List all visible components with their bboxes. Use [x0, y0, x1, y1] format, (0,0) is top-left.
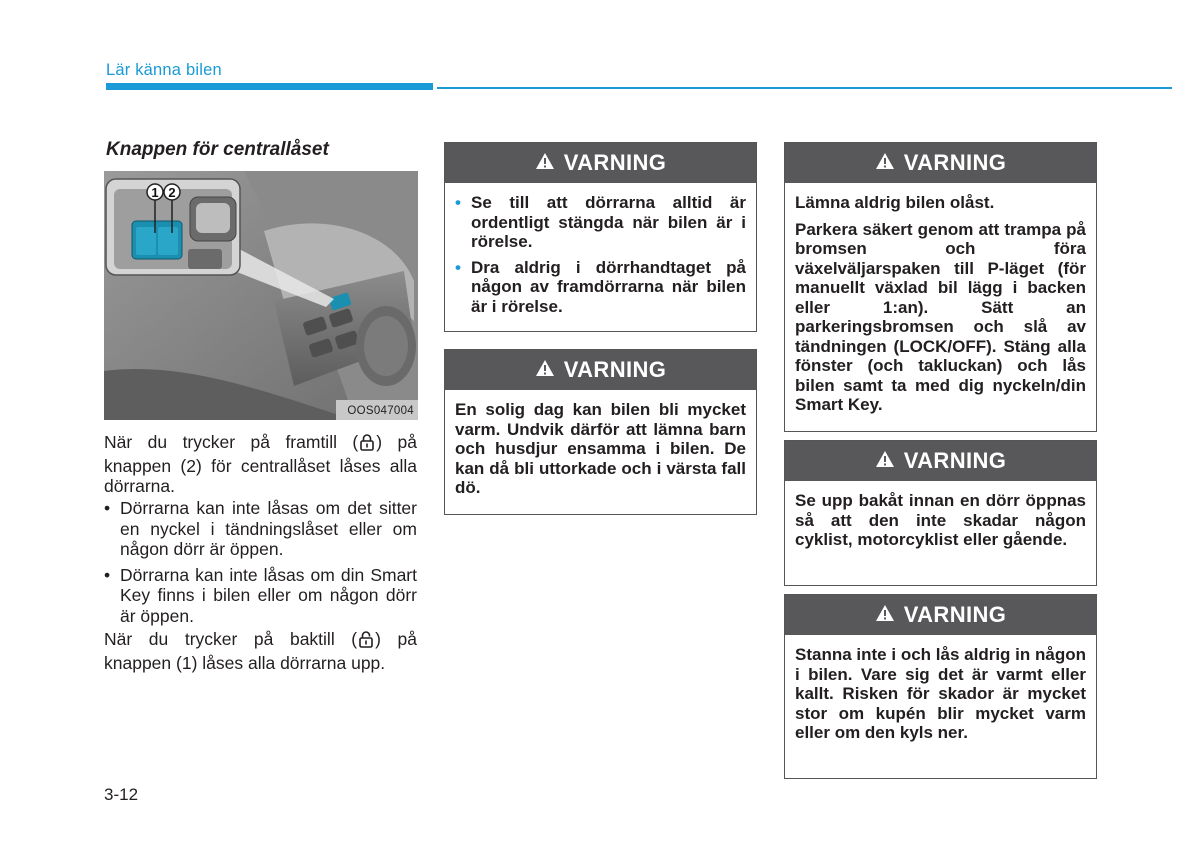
- warning-triangle-icon: [535, 357, 555, 383]
- warning-label: VARNING: [903, 150, 1007, 175]
- door-panel-drawing: [104, 171, 418, 420]
- warning-label: VARNING: [903, 602, 1007, 627]
- warning-box-hot-car: [444, 349, 757, 515]
- body-paragraph-unlock: [104, 629, 417, 673]
- header-rule: [437, 87, 1172, 89]
- warning-label: VARNING: [563, 357, 667, 382]
- list-item: • Dörrarna kan inte låsas om din Smart Key finns i bilen eller om någon dörr är öppen.: [104, 564, 417, 626]
- bullet-text: Dörrarna kan inte låsas om det sitter en nyckel i tändningslåset eller om någon dörr är öppen.: [120, 498, 417, 559]
- lock-open-icon: [359, 630, 373, 653]
- warning-label: VARNING: [903, 448, 1007, 473]
- warning-text: Se upp bakåt innan en dörr öppnas så att den inte skadar någon cyklist, motorcyklist eller gående.: [795, 491, 1086, 549]
- warning-box-doors-closed: [444, 142, 757, 332]
- warning-label: VARNING: [563, 150, 667, 175]
- warning-item-text: Se till att dörrarna alltid är ordentligt stängda när bilen är i rörelse.: [471, 193, 746, 251]
- bullet-text: Dörrarna kan inte låsas om din Smart Key finns i bilen eller om någon dörr är öppen.: [120, 564, 417, 626]
- lock-closed-icon: [360, 433, 374, 456]
- warning-triangle-icon: [875, 602, 895, 628]
- door-panel-illustration: [104, 171, 418, 420]
- callout-1: 1: [151, 185, 159, 200]
- warning-header: [445, 350, 756, 390]
- warning-header: [445, 143, 756, 183]
- warning-header: [785, 441, 1096, 481]
- warning-body: [785, 481, 1096, 565]
- p1-text-after: ) på knappen (2) för centrallåset låses alla dörrarna.: [104, 432, 417, 496]
- warning-triangle-icon: [875, 150, 895, 176]
- section-title: Knappen för centrallåset: [106, 139, 329, 160]
- warning-text: Stanna inte i och lås aldrig in någon i bilen. Vare sig det är varmt eller kallt. Risken för skador är mycket stor om kupén blir mycket varm eller om den kyls ner.: [795, 645, 1086, 742]
- page-number: 3-12: [104, 785, 139, 804]
- warning-box-dont-lock-in: [784, 594, 1097, 779]
- body-paragraph-lock: [104, 432, 417, 497]
- warning-triangle-icon: [535, 150, 555, 176]
- list-item: • Dra aldrig i dörrhandtaget på någon av framdörrarna när bilen är i rörelse.: [455, 257, 746, 316]
- body-bullet-list: [104, 498, 417, 631]
- warning-header: [785, 595, 1096, 635]
- header-accent-bar: [106, 83, 433, 90]
- warning-box-never-unlocked: [784, 142, 1097, 432]
- warning-item-text: Dra aldrig i dörrhandtaget på någon av framdörrarna när bilen är i rörelse.: [471, 257, 746, 316]
- list-item: • Se till att dörrarna alltid är ordentligt stängda när bilen är i rörelse.: [455, 193, 746, 251]
- warning-text: Lämna aldrig bilen olåst.: [795, 193, 995, 212]
- warning-body: [445, 390, 756, 513]
- callout-2: 2: [168, 185, 176, 200]
- p1-text-before: När du trycker på framtill (: [104, 432, 359, 452]
- p2-text-after: ) på knappen (1) låses alla dörrarna upp.: [104, 629, 418, 673]
- warning-text: Parkera säkert genom att trampa på bromsen och föra växelväljarspaken till P-läget (för manuellt växlad bil lägg i backen eller 1:an). Sätt an parkeringsbromsen och slå av tändningen (LOCK/OFF). Stäng alla fönster (och takluckan) och lås bilen samt ta med dig nyckeln/din Smart Key.: [795, 219, 1086, 414]
- list-item: • Dörrarna kan inte låsas om det sitter en nyckel i tändningslåset eller om någon dörr är öppen.: [104, 498, 417, 559]
- warning-triangle-icon: [875, 448, 895, 474]
- warning-box-look-back: [784, 440, 1097, 586]
- warning-body: [445, 183, 756, 330]
- warning-text: En solig dag kan bilen bli mycket varm. Undvik därför att lämna barn och husdjur ensamma i bilen. De kan då bli uttorkade och i värsta fall dö.: [455, 400, 746, 497]
- warning-body: [785, 635, 1096, 758]
- header-title: Lär känna bilen: [106, 61, 222, 79]
- warning-body: [785, 183, 1096, 430]
- warning-header: [785, 143, 1096, 183]
- p2-text-before: När du trycker på baktill (: [104, 629, 358, 649]
- figure-code: OOS047004: [347, 405, 414, 417]
